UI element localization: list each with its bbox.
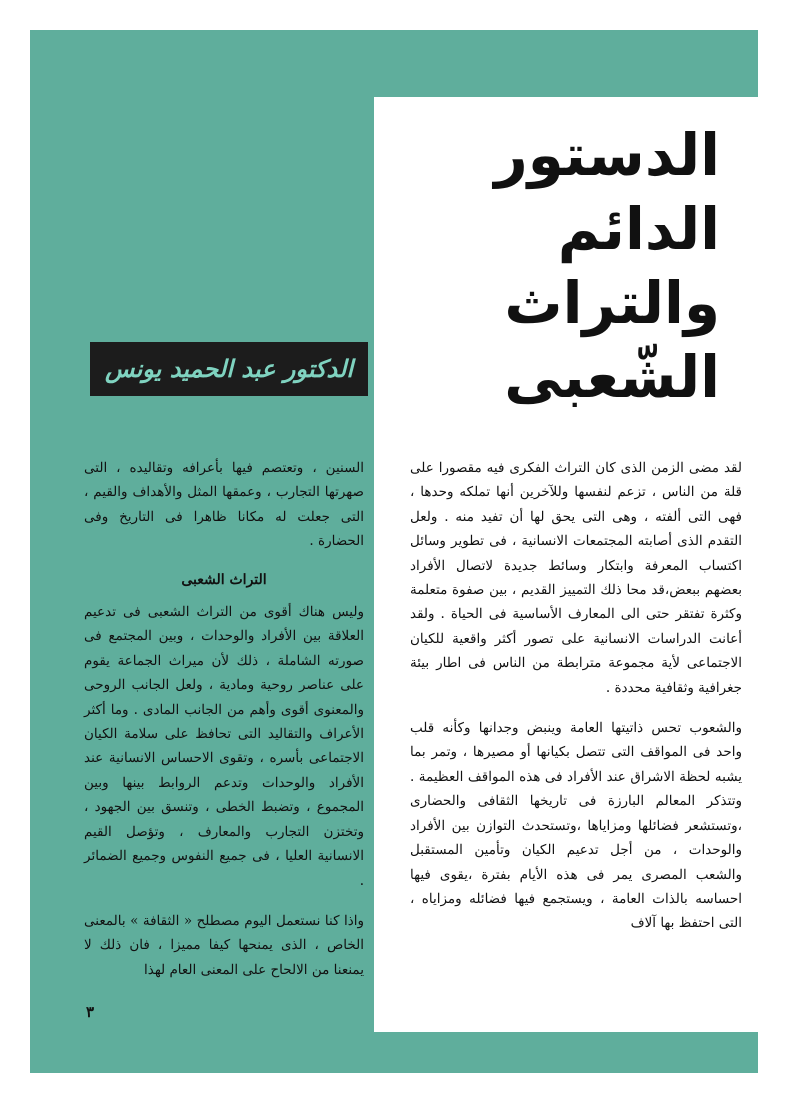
page-number: ٣ [86, 1003, 95, 1021]
article-title [420, 118, 720, 414]
author-name: الدكتور عبد الحميد يونس [104, 355, 353, 383]
title-line-2: الدائم [557, 195, 720, 263]
right-paragraph-2: والشعوب تحس ذاتيتها العامة وينبض وجدانها وكأنه قلب واحد فى المواقف التى تتصل بكيانها أو مصيرها ، وتمر بما يشبه لحظة الاشراق عند الأفراد فى هذه المواقف العظيمة . وتتذكر المعالم البارزة فى تاريخها الثقافى والحضارى ،وتستشعر فضائلها ومزاياها ،وتستحدث التوازن بين الأفراد والوحدات ، من أجل تدعيم الكيان وتأمين المستقبل والشعب المصرى يمر فى هذه الأيام بفترة ،يقوى فيها احساسه بالذات العامة ، ويستجمع فيها فضائله ومزاياه ، التى احتفظ بها آلاف [410, 720, 742, 932]
author-banner [90, 342, 368, 396]
left-paragraph-2: وليس هناك أقوى من التراث الشعبى فى تدعيم العلاقة بين الأفراد والوحدات ، وبين المجتمع فى صورته الشاملة ، ذلك لأن ميراث الجماعة يقوم على عناصر روحية ومادية ، ولعل الجانب الروحى والمعنوى أقوى وأهم من الجانب المادى . وما أكثر الأعراف والتقاليد التى تحافظ على سلامة الكيان الاجتماعى بأسره ، وتقوى الاحساس الانسانية عند الأفراد والوحدات وتدعم الروابط بينها وبين المجموع ، وتضبط الخطى ، وتنسق بين الجهود ، وتختزن التجارب والمعارف ، وتؤصل القيم الانسانية العليا ، فى جميع النفوس وجميع الضمائر . [84, 604, 364, 889]
title-line-3: والتراث [504, 269, 720, 337]
left-text-column [84, 456, 364, 982]
left-paragraph-1: السنين ، وتعتصم فيها بأعرافه وتقاليده ، التى صهرتها التجارب ، وعمقها المثل والأهداف والقيم ، التى جعلت له مكانا ظاهرا فى التاريخ وفى الحضارة . [84, 460, 364, 550]
title-line-4: الشّعبى [504, 343, 720, 411]
left-paragraph-3: واذا كنا نستعمل اليوم مصطلح « الثقافة » بالمعنى الخاص ، الذى يمنحها كيفا مميزا ، فان ذلك لا يمنعنا من الالحاح على المعنى العام لهذا [84, 912, 364, 978]
right-paragraph-1: لقد مضى الزمن الذى كان التراث الفكرى فيه مقصورا على قلة من الناس ، تزعم لنفسها وللآخرين أنها تملكه وحدها ، فهى التى ألفته ، وهى التى يحق لها أن تفيد منه . ولعل التقدم الذى أصابته المجتمعات الانسانية ، فى تطوير وسائل اكتساب المعرفة وابتكار وسائط جديدة لاتصال الأفراد بعضهم ببعض،قد محا ذلك التمييز القديم ، بين صفوة متعلمة وكثرة تفتقر حتى الى المعارف الأساسية فى الحياة . ولقد أعانت الدراسات الانسانية على تصور أكثر واقعية للكيان الاجتماعى لأية مجموعة مترابطة من الناس فى اطار بيئة جغرافية وثقافية محددة . [410, 460, 742, 696]
right-text-column [410, 456, 742, 936]
section-subheading: التراث الشعبى [181, 571, 267, 588]
title-line-1: الدستور [494, 121, 720, 189]
